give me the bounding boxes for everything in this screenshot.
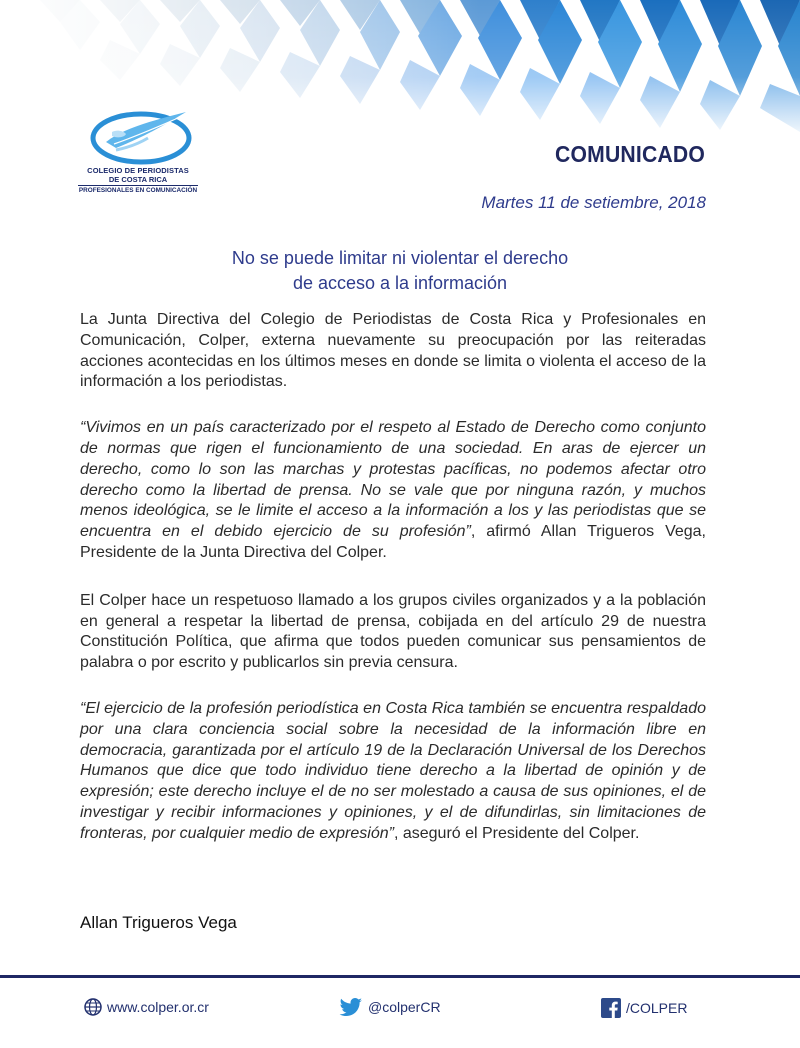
footer-facebook-text: /COLPER xyxy=(626,1000,688,1016)
quote-1: “Vivimos en un país caracterizado por el respeto al Estado de Derecho como conjunto de normas que rigen el funcionamiento de una sociedad. En aras de ejercer un derecho, como lo son las marchas y protestas pacíficas, no podemos afectar otro derecho como la libertad de prensa. No se vale que por ninguna razón, y muchos menos ideológica, se le limite el acceso a la información a los y las periodistas que se encuentra en el debido ejercicio de su profesión” xyxy=(80,419,706,541)
paragraph-4 xyxy=(80,699,706,845)
facebook-icon xyxy=(601,998,621,1018)
attribution-1: , afirmó Allan Trigueros Vega, Presidente de la Junta Directiva del Colper. xyxy=(80,523,707,561)
footer-website-link[interactable] xyxy=(84,998,209,1016)
quote-2: “El ejercicio de la profesión periodística en Costa Rica también se encuentra respaldado por una clara conciencia social sobre la necesidad de la información libre en democracia, garantizada por el artículo 19 de la Declaración Universal de los Derechos Humanos que dice que todo individuo tiene derecho a la libertad de opinión y de expresión; este derecho incluye el de no ser molestado a causa de sus opiniones, el de investigar y recibir informaciones y opiniones, y el de difundirlas, sin limitaciones de fronteras, por cualquier medio de expresión” xyxy=(80,699,706,842)
title-line-1: No se puede limitar ni violentar el derecho xyxy=(231,248,569,268)
attribution-2: , aseguró el Presidente del Colper. xyxy=(393,824,640,842)
logo-tagline: PROFESIONALES EN COMUNICACIÓN xyxy=(78,187,198,194)
paragraph-1: La Junta Directiva del Colegio de Periodistas de Costa Rica y Profesionales en Comunicación, Colper, externa nuevamente su preocupación por las reiteradas acciones acontecidas en los últimos meses en donde se limita o violenta el acceso de la información a los periodistas. xyxy=(80,311,706,391)
twitter-bird-icon xyxy=(339,998,363,1016)
footer-divider xyxy=(0,975,800,978)
footer-twitter-text: @colperCR xyxy=(368,999,441,1015)
logo-org-name-line2: DE COSTA RICA xyxy=(108,175,168,184)
footer-website-text: www.colper.or.cr xyxy=(107,999,209,1015)
paragraph-3: El Colper hace un respetuoso llamado a los grupos civiles organizados y a la población en general a respetar la libertad de prensa, cobijada en del artículo 29 de nuestra Constitución Política, que afirma que todos pueden comunicar sus pensamientos de palabra o por escrito y publicarlos sin previa censura. xyxy=(80,591,706,672)
logo-org-name-line1: COLEGIO DE PERIODISTAS xyxy=(87,166,189,175)
title-line-2: de acceso a la información xyxy=(292,273,508,293)
globe-icon xyxy=(84,998,102,1016)
document-body xyxy=(80,310,706,870)
document-title xyxy=(150,246,650,296)
document-type-heading: COMUNICADO xyxy=(555,141,705,167)
paragraph-2 xyxy=(80,418,706,564)
colper-logo xyxy=(78,108,202,200)
footer-facebook-link[interactable] xyxy=(601,998,687,1018)
footer-twitter-link[interactable] xyxy=(339,998,441,1016)
signature-name: Allan Trigueros Vega xyxy=(80,913,237,932)
document-date: Martes 11 de setiembre, 2018 xyxy=(481,193,706,212)
feather-logo-icon xyxy=(86,108,196,168)
